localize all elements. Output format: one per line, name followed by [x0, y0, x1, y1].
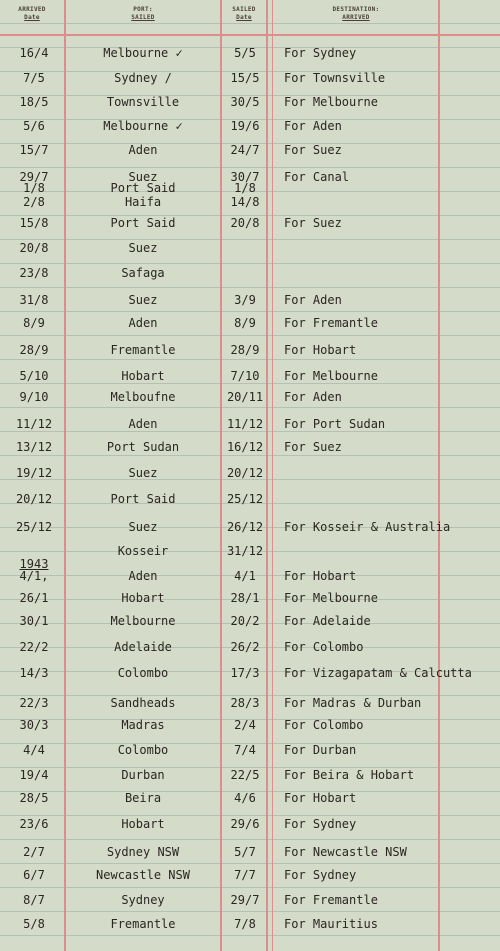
- destination: For Colombo: [284, 640, 364, 654]
- sailed-date: 30/7: [230, 170, 260, 184]
- port-name: Suez: [128, 293, 158, 307]
- arrived-date: 8/7: [23, 893, 45, 907]
- sailed-date: 2/4: [234, 718, 256, 732]
- arrived-date: 4/1,: [19, 569, 49, 583]
- header-arrived: [4, 6, 60, 22]
- sailed-date: 22/5: [230, 768, 260, 782]
- sailed-date: 7/10: [230, 369, 260, 383]
- header-port-sub: SAILED: [131, 14, 155, 21]
- column-rule: [272, 0, 273, 951]
- arrived-date: 13/12: [15, 440, 53, 454]
- arrived-date: 22/3: [19, 696, 49, 710]
- sailed-date: 20/8: [230, 216, 260, 230]
- arrived-date: 15/8: [19, 216, 49, 230]
- header-sailed: [222, 6, 266, 22]
- arrived-date: 2/7: [23, 845, 45, 859]
- arrived-date: 5/8: [23, 917, 45, 931]
- arrived-date: 1/8: [23, 181, 45, 195]
- port-name: Suez: [128, 170, 158, 184]
- port-name: Port Sudan: [106, 440, 180, 454]
- arrived-date: 31/8: [19, 293, 49, 307]
- port-name: Colombo: [117, 743, 169, 757]
- sailed-date: 15/5: [230, 71, 260, 85]
- header-rule: [0, 34, 500, 36]
- sailed-date: 1/8: [234, 181, 256, 195]
- port-name: Beira: [124, 791, 162, 805]
- port-name: Hobart: [121, 817, 165, 831]
- header-arrived-label: ARRIVED: [18, 6, 46, 13]
- sailed-date: 26/12: [226, 520, 264, 534]
- sailed-date: 7/4: [234, 743, 256, 757]
- arrived-date: 22/2: [19, 640, 49, 654]
- sailed-date: 7/7: [234, 868, 256, 882]
- arrived-date: 2/8: [23, 195, 45, 209]
- destination: For Mauritius: [284, 917, 378, 931]
- port-name: Fremantle: [110, 343, 176, 357]
- sailed-date: 20/2: [230, 614, 260, 628]
- destination: For Hobart: [284, 791, 357, 805]
- sailed-date: 28/3: [230, 696, 260, 710]
- arrived-date: 8/9: [23, 316, 45, 330]
- arrived-date: 19/12: [15, 466, 53, 480]
- sailed-date: 30/5: [230, 95, 260, 109]
- sailed-date: 8/9: [234, 316, 256, 330]
- sailed-date: 5/7: [234, 845, 256, 859]
- destination: For Fremantle: [284, 893, 378, 907]
- sailed-date: 31/12: [226, 544, 264, 558]
- sailed-date: 26/2: [230, 640, 260, 654]
- header-port: [68, 6, 218, 22]
- arrived-date: 28/9: [19, 343, 49, 357]
- port-name: Aden: [128, 417, 158, 431]
- port-name: Port Said: [110, 181, 176, 195]
- destination: For Aden: [284, 293, 342, 307]
- column-rule: [64, 0, 66, 951]
- arrived-date: 5/10: [19, 369, 49, 383]
- port-name: Sydney /: [114, 71, 172, 85]
- destination: For Canal: [284, 170, 350, 184]
- destination: For Kosseir & Australia: [284, 520, 451, 534]
- port-name: Melbourne ✓: [103, 119, 183, 133]
- port-name: Aden: [128, 316, 158, 330]
- port-name: Colombo: [117, 666, 169, 680]
- destination: For Sydney: [284, 817, 357, 831]
- sailed-date: 29/7: [230, 893, 260, 907]
- arrived-date: 18/5: [19, 95, 49, 109]
- sailed-date: 29/6: [230, 817, 260, 831]
- port-name: Hobart: [121, 369, 165, 383]
- arrived-date: 14/3: [19, 666, 49, 680]
- port-name: Sydney NSW: [106, 845, 180, 859]
- header-destination-sub: ARRIVED: [342, 14, 370, 21]
- port-name: Suez: [128, 466, 158, 480]
- destination: For Townsville: [284, 71, 386, 85]
- port-name: Hobart: [121, 591, 165, 605]
- header-port-label: PORT:: [133, 6, 153, 13]
- destination: For Sydney: [284, 868, 357, 882]
- port-name: Suez: [128, 520, 158, 534]
- port-name: Safaga: [121, 266, 165, 280]
- port-name: Melbourne: [110, 614, 176, 628]
- destination: For Fremantle: [284, 316, 378, 330]
- arrived-date: 6/7: [23, 868, 45, 882]
- sailed-date: 4/6: [234, 791, 256, 805]
- header-destination-label: DESTINATION:: [332, 6, 380, 13]
- destination: For Melbourne: [284, 591, 378, 605]
- sailed-date: 16/12: [226, 440, 264, 454]
- port-name: Suez: [128, 241, 158, 255]
- arrived-date: 5/6: [23, 119, 45, 133]
- port-name: Melboufne: [110, 390, 176, 404]
- destination: For Suez: [284, 216, 342, 230]
- sailed-date: 20/11: [226, 390, 264, 404]
- port-name: Newcastle NSW: [96, 868, 190, 882]
- destination: For Suez: [284, 440, 342, 454]
- destination: For Port Sudan: [284, 417, 386, 431]
- arrived-date: 26/1: [19, 591, 49, 605]
- port-name: Aden: [128, 143, 158, 157]
- sailed-date: 11/12: [226, 417, 264, 431]
- port-name: Sandheads: [110, 696, 176, 710]
- port-name: Madras: [121, 718, 165, 732]
- header-arrived-sub: Date: [24, 14, 40, 21]
- destination: For Sydney: [284, 46, 357, 60]
- arrived-date: 7/5: [23, 71, 45, 85]
- arrived-date: 30/1: [19, 614, 49, 628]
- destination: For Adelaide: [284, 614, 371, 628]
- sailed-date: 14/8: [230, 195, 260, 209]
- header-destination: [276, 6, 436, 22]
- port-name: Haifa: [124, 195, 162, 209]
- sailed-date: 17/3: [230, 666, 260, 680]
- column-rule: [438, 0, 440, 951]
- arrived-date: 9/10: [19, 390, 49, 404]
- arrived-date: 15/7: [19, 143, 49, 157]
- destination: For Hobart: [284, 343, 357, 357]
- arrived-date: 19/4: [19, 768, 49, 782]
- sailed-date: 28/9: [230, 343, 260, 357]
- destination: For Suez: [284, 143, 342, 157]
- destination: For Colombo: [284, 718, 364, 732]
- sailed-date: 28/1: [230, 591, 260, 605]
- arrived-date: 29/7: [19, 170, 49, 184]
- port-name: Aden: [128, 569, 158, 583]
- arrived-date: 11/12: [15, 417, 53, 431]
- header-sailed-label: SAILED: [232, 6, 256, 13]
- destination: For Madras & Durban: [284, 696, 422, 710]
- port-name: Melbourne ✓: [103, 46, 183, 60]
- arrived-date: 25/12: [15, 520, 53, 534]
- arrived-date: 28/5: [19, 791, 49, 805]
- arrived-date: 16/4: [19, 46, 49, 60]
- arrived-date: 20/8: [19, 241, 49, 255]
- sailed-date: 24/7: [230, 143, 260, 157]
- port-name: Port Said: [110, 216, 176, 230]
- port-name: Sydney: [121, 893, 165, 907]
- arrived-date: 4/4: [23, 743, 45, 757]
- arrived-date: 23/8: [19, 266, 49, 280]
- port-name: Adelaide: [114, 640, 172, 654]
- sailed-date: 4/1: [234, 569, 256, 583]
- arrived-date: 20/12: [15, 492, 53, 506]
- port-name: Port Said: [110, 492, 176, 506]
- destination: For Beira & Hobart: [284, 768, 415, 782]
- arrived-date: 30/3: [19, 718, 49, 732]
- port-name: Townsville: [106, 95, 180, 109]
- sailed-date: 25/12: [226, 492, 264, 506]
- destination: For Durban: [284, 743, 357, 757]
- destination: For Aden: [284, 119, 342, 133]
- sailed-date: 19/6: [230, 119, 260, 133]
- arrived-date: 1943: [19, 557, 49, 571]
- sailed-date: 5/5: [234, 46, 256, 60]
- header-sailed-sub: Date: [236, 14, 252, 21]
- sailed-date: 7/8: [234, 917, 256, 931]
- sailed-date: 3/9: [234, 293, 256, 307]
- destination: For Melbourne: [284, 369, 378, 383]
- destination: For Newcastle NSW: [284, 845, 407, 859]
- destination: For Aden: [284, 390, 342, 404]
- port-name: Kosseir: [117, 544, 169, 558]
- destination: For Hobart: [284, 569, 357, 583]
- port-name: Fremantle: [110, 917, 176, 931]
- destination: For Vizagapatam & Calcutta: [284, 666, 472, 680]
- arrived-date: 23/6: [19, 817, 49, 831]
- destination: For Melbourne: [284, 95, 378, 109]
- sailed-date: 20/12: [226, 466, 264, 480]
- port-name: Durban: [121, 768, 165, 782]
